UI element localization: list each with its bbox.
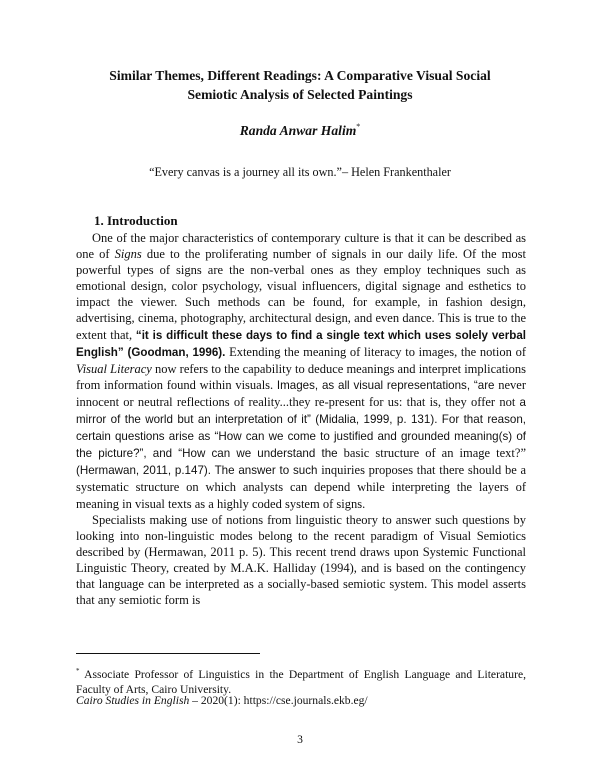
journal-name: Cairo Studies in English — [76, 694, 190, 707]
quote-midalia-end: a mirror of the world but an interpretation of it” (Midalia, 1999, p. 131). For that reason, certain questions arise as “How can we come to justified and grounded meaning(s) of the picture?”, and “How can we understand the — [76, 395, 526, 461]
journal-details: – 2020(1): https://cse.journals.ekb.eg/ — [189, 694, 368, 707]
page-number: 3 — [297, 733, 303, 746]
text-run: One of the major characteristics of contemporary culture is that it can be described as one of — [76, 231, 526, 262]
text-run: Extending the meaning of literacy to images, the notion of — [225, 344, 526, 359]
text-run: inquiries proposes that there should be a systematic structure on which analysts can depend while interpreting the layers of meaning in visual texts as a highly coded system of signs. — [76, 463, 526, 511]
author-name: Randa Anwar Halim — [239, 123, 357, 138]
epigraph: “Every canvas is a journey all its own.”– Helen Frankenthaler — [149, 165, 451, 179]
footnote-divider — [76, 653, 260, 654]
journal-citation — [76, 694, 368, 707]
emphasis-signs: Signs — [114, 247, 142, 262]
author-line — [60, 122, 540, 139]
author-footnote-mark: * — [356, 122, 361, 131]
text-run: never innocent or neutral reflections of reality...they re-present for us: that is, they offer not — [76, 377, 526, 409]
paragraph-1 — [76, 230, 526, 512]
quote-goodman: “it is difficult these days to find a single text which uses solely verbal English” (Goodman, 1996). — [76, 328, 526, 359]
footnote-text: Associate Professor of Linguistics in the Department of English Language and Literature, Faculty of Arts, Cairo University. — [76, 668, 526, 696]
footnote — [76, 664, 526, 697]
title-line-2: Semiotic Analysis of Selected Paintings — [187, 87, 413, 102]
body-text — [76, 230, 526, 608]
text-run: due to the proliferating number of signals in our daily life. Of the most powerful types of signs are the non-verbal ones as they employ techniques such as emotional design, color psychology, visual influencers, digital signage and esthetics to impact the viewer. Such methods can be found, for example, in fashion design, advertising, cinema, photography, architectural design, and even dance. This is true to the extent that, — [76, 247, 526, 342]
title-line-1: Similar Themes, Different Readings: A Comparative Visual Social — [109, 68, 491, 83]
quote-midalia-start: Images, as all visual representations, “are — [276, 378, 495, 392]
footnote-mark: * — [76, 667, 80, 675]
emphasis-visual-literacy: Visual Literacy — [76, 361, 152, 376]
paper-title — [60, 66, 540, 104]
citation-hermawan: (Hermawan, 2011, p.147). The answer to such — [76, 464, 318, 478]
section-heading: 1. Introduction — [94, 213, 178, 228]
paragraph-2: Specialists making use of notions from linguistic theory to answer such questions by looking into non-linguistic modes belong to the recent paradigm of Visual Semiotics described by (Hermawan, 2011 p. 5). This recent trend draws upon Systemic Functional Linguistic Theory, created by M.A.K. Halliday (1994), and is based on the contingency that language can be interpreted as a socially-based semiotic system. This model asserts that any semiotic form is — [76, 512, 526, 608]
text-run: basic structure of an image text?” — [337, 446, 526, 461]
text-run: now refers to the capability to deduce meanings and interpret implications from information found within visuals. — [76, 361, 526, 392]
